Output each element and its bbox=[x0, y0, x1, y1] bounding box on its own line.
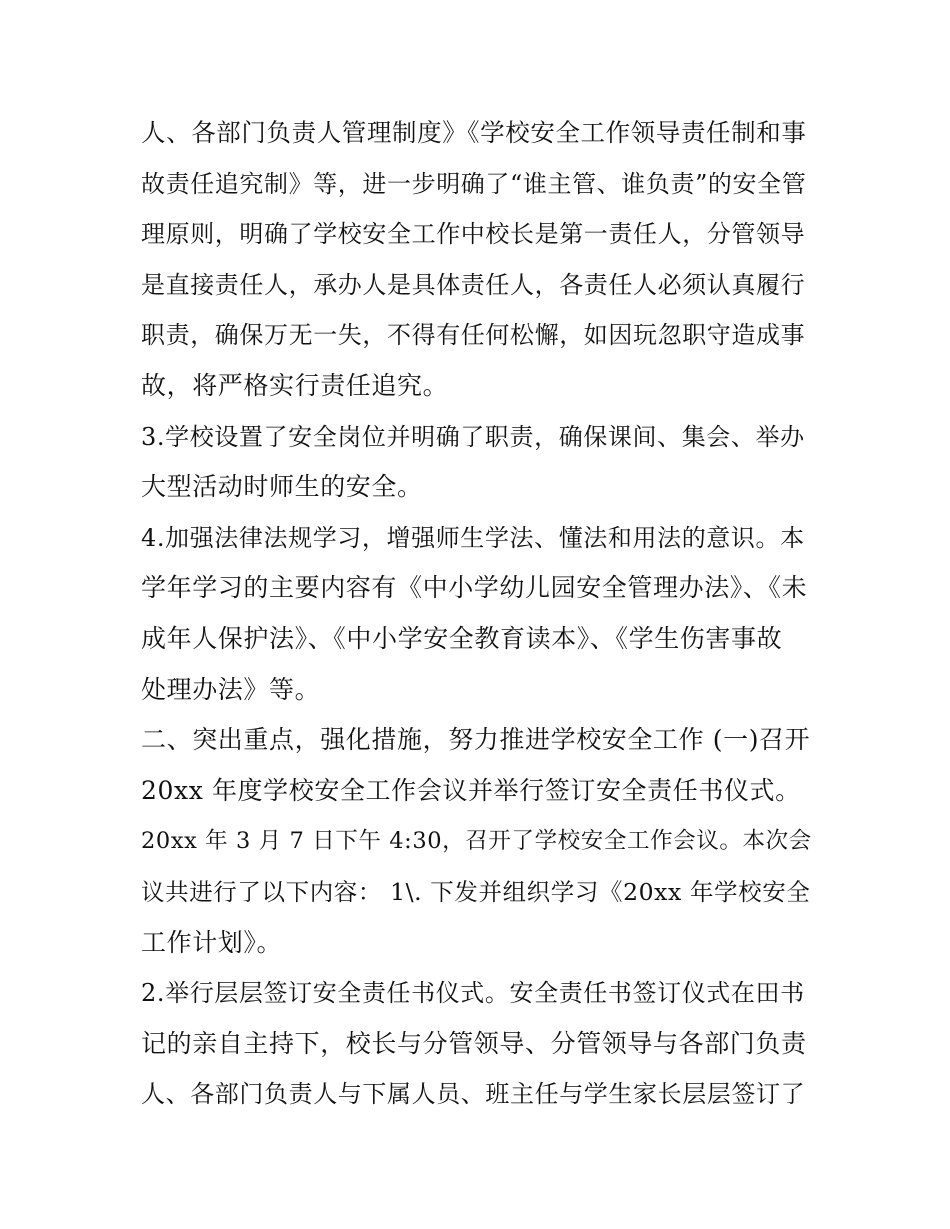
text-line: 2.举行层层签订安全责任书仪式。安全责任书签订仪式在田书 bbox=[141, 979, 805, 1008]
text-line: 学年学习的主要内容有《中小学幼儿园安全管理办法》、《未 bbox=[141, 573, 808, 603]
body-text bbox=[141, 108, 813, 1120]
text-line: 20xx 年度学校安全工作会议并举行签订安全责任书仪式。 bbox=[141, 775, 801, 805]
text-line: 二、突出重点，强化措施，努力推进学校安全工作 (一)召开 bbox=[141, 725, 811, 755]
text-line: 4.加强法律法规学习，增强师生学法、懂法和用法的意识。本 bbox=[141, 523, 805, 552]
text-line: 故责任追究制》等，进一步明确了“谁主管、谁负责”的安全管 bbox=[141, 169, 807, 198]
text-line: 是直接责任人，承办人是具体责任人，各责任人必须认真履行 bbox=[141, 270, 806, 299]
text-line: 职责，确保万无一失，不得有任何松懈，如因玩忽职守造成事 bbox=[141, 321, 806, 350]
text-line: 人、各部门负责人与下属人员、班主任与学生家长层层签订了 bbox=[141, 1080, 806, 1109]
text-line: 处理办法》等。 bbox=[141, 674, 321, 704]
text-line: 议共进行了以下内容： 1\. 下发并组织学习《20xx 年学校安全 bbox=[141, 877, 811, 906]
text-line: 20xx 年 3 月 7 日下午 4:30，召开了学校安全工作会议。本次会 bbox=[141, 828, 812, 855]
text-line: 理原则，明确了学校安全工作中校长是第一责任人，分管领导 bbox=[141, 220, 806, 249]
text-line: 故，将严格实行责任追究。 bbox=[141, 370, 449, 400]
text-line: 成年人保护法》、《中小学安全教育读本》、《学生伤害事故 bbox=[141, 623, 783, 653]
text-line: 3.学校设置了安全岗位并明确了职责，确保课间、集会、举办 bbox=[141, 422, 805, 451]
text-line: 记的亲自主持下，校长与分管领导、分管领导与各部门负责 bbox=[141, 1028, 807, 1058]
text-line: 大型活动时师生的安全。 bbox=[141, 472, 423, 502]
text-line: 人、各部门负责人管理制度》《学校安全工作领导责任制和事 bbox=[141, 118, 807, 147]
text-line: 工作计划》。 bbox=[141, 927, 283, 957]
